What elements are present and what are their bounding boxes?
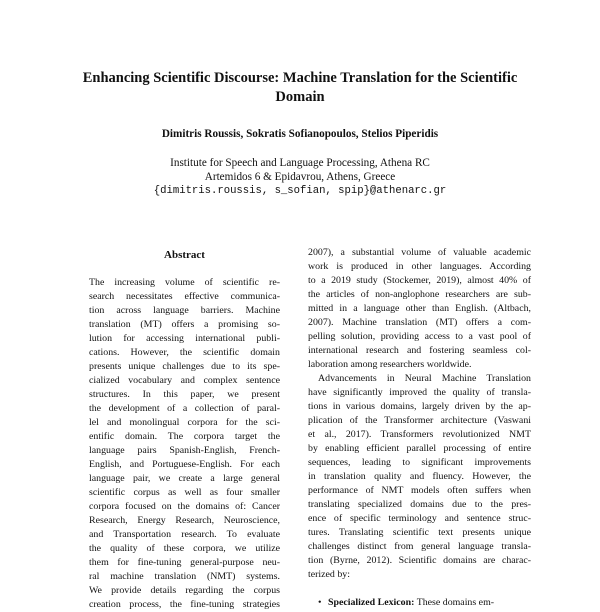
abstract-line: structures. In this paper, we present [89,389,280,400]
intro-line: mitted in a language other than English. (Altbach, [308,303,531,314]
abstract-line: lution for accessing international publi- [89,333,280,344]
abstract-line: Research, Energy Research, Neuroscience, [89,515,280,526]
abstract-line: cialized vocabulary and complex sentence [89,375,280,386]
intro-line: international research and fostering seamless col- [308,345,531,356]
intro-line: sequences, leading to significant improvements [308,457,531,468]
intro-line: tions in various domains, largely driven by the ap- [308,401,531,412]
intro-line: ence of specific terminology and sentence struc- [308,513,531,524]
intro-line: tion (Byrne, 2012). Scientific domains are charac- [308,555,531,566]
abstract-line: tion across language barriers. Machine [89,305,280,316]
intro-line: work is produced in other languages. According [308,261,531,272]
abstract-line: language pair, we create a large general [89,473,280,484]
author-list: Dimitris Roussis, Sokratis Sofianopoulos, Stelios Piperidis [161,128,439,140]
abstract-line: and Transportation research. To evaluate [89,529,280,540]
intro-line: in translation quality and fluency. However, the [308,471,531,482]
abstract-line: search necessitates effective communica- [89,291,280,302]
abstract-line: cations. However, the scientific domain [89,347,280,358]
paper-title [60,69,540,107]
intro-line: performance of NMT models often suffers when [308,485,531,496]
abstract-line: corpora focused on the domains of: Cancer [89,501,280,512]
author-emails: {dimitris.roussis, s_sofian, spip}@athenarc.gr [153,185,447,197]
abstract-line: translation (MT) offers a promising so- [89,319,280,330]
affiliation-institute: Institute for Speech and Language Processing, Athena RC [170,157,430,169]
intro-line: plication of the Transformer architecture (Vaswani [308,415,531,426]
affiliation-address: Artemidos 6 & Epidavrou, Athens, Greece [204,171,396,183]
bullet-dot: • [318,597,322,608]
affiliation-block [60,156,540,198]
paper-title-line-1: Enhancing Scientific Discourse: Machine Translation for the Scientific [82,70,518,86]
intro-line: challenges distinct from general language transla- [308,541,531,552]
intro-line: 2007), a substantial volume of valuable academic [308,247,531,258]
abstract-line: scientific corpus as well as four smaller [89,487,280,498]
intro-line: to a 2019 study (Stockemer, 2019), almost 40% of [308,275,531,286]
abstract-heading: Abstract [164,249,205,261]
intro-line: the articles of non-anglophone researchers are sub- [308,289,531,300]
abstract-body [89,276,280,612]
abstract-line: them for fine-tuning general-purpose neu- [89,557,280,568]
intro-line: 2007). Machine translation (MT) offers a com- [308,317,531,328]
abstract-line: The increasing volume of scientific re- [89,277,280,288]
abstract-line: English, and Portuguese-English. For each [89,459,280,470]
intro-line: et al., 2017). Transformers revolutionized NMT [308,429,531,440]
intro-line: tures. Translating scientific text presents unique [308,527,531,538]
introduction-body [308,246,531,610]
abstract-line: language pairs Spanish-English, French- [89,445,280,456]
bullet-text: These domains em- [416,597,495,608]
bullet-item-specialized-lexicon [308,596,531,610]
intro-line: Advancements in Neural Machine Translation [318,373,531,384]
paper-title-line-2: Domain [275,89,325,105]
abstract-line: creation process, the fine-tuning strategies [89,599,280,610]
intro-line: laboration among researchers worldwide. [308,359,472,370]
abstract-line: presents unique challenges due to its spe- [89,361,280,372]
intro-line: terized by: [308,569,350,580]
abstract-line: the development of a collection of paral- [89,403,280,414]
abstract-line: the quality of these corpora, we utilize [89,543,280,554]
abstract-line: ral machine translation (NMT) systems. [89,571,280,582]
abstract-line: lel and monolingual corpora for the sci- [89,417,280,428]
intro-line: translating specialized domains due to the pres- [308,499,531,510]
bullet-term: Specialized Lexicon: [328,597,415,608]
abstract-line: We provide details regarding the corpus [89,585,280,596]
abstract-line: entific domain. The corpora target the [89,431,280,442]
intro-line: by enabling efficient parallel processing of entire [308,443,531,454]
intro-line: have significantly improved the quality of transla- [308,387,531,398]
intro-line: pelling solution, providing access to a vast pool of [308,331,531,342]
